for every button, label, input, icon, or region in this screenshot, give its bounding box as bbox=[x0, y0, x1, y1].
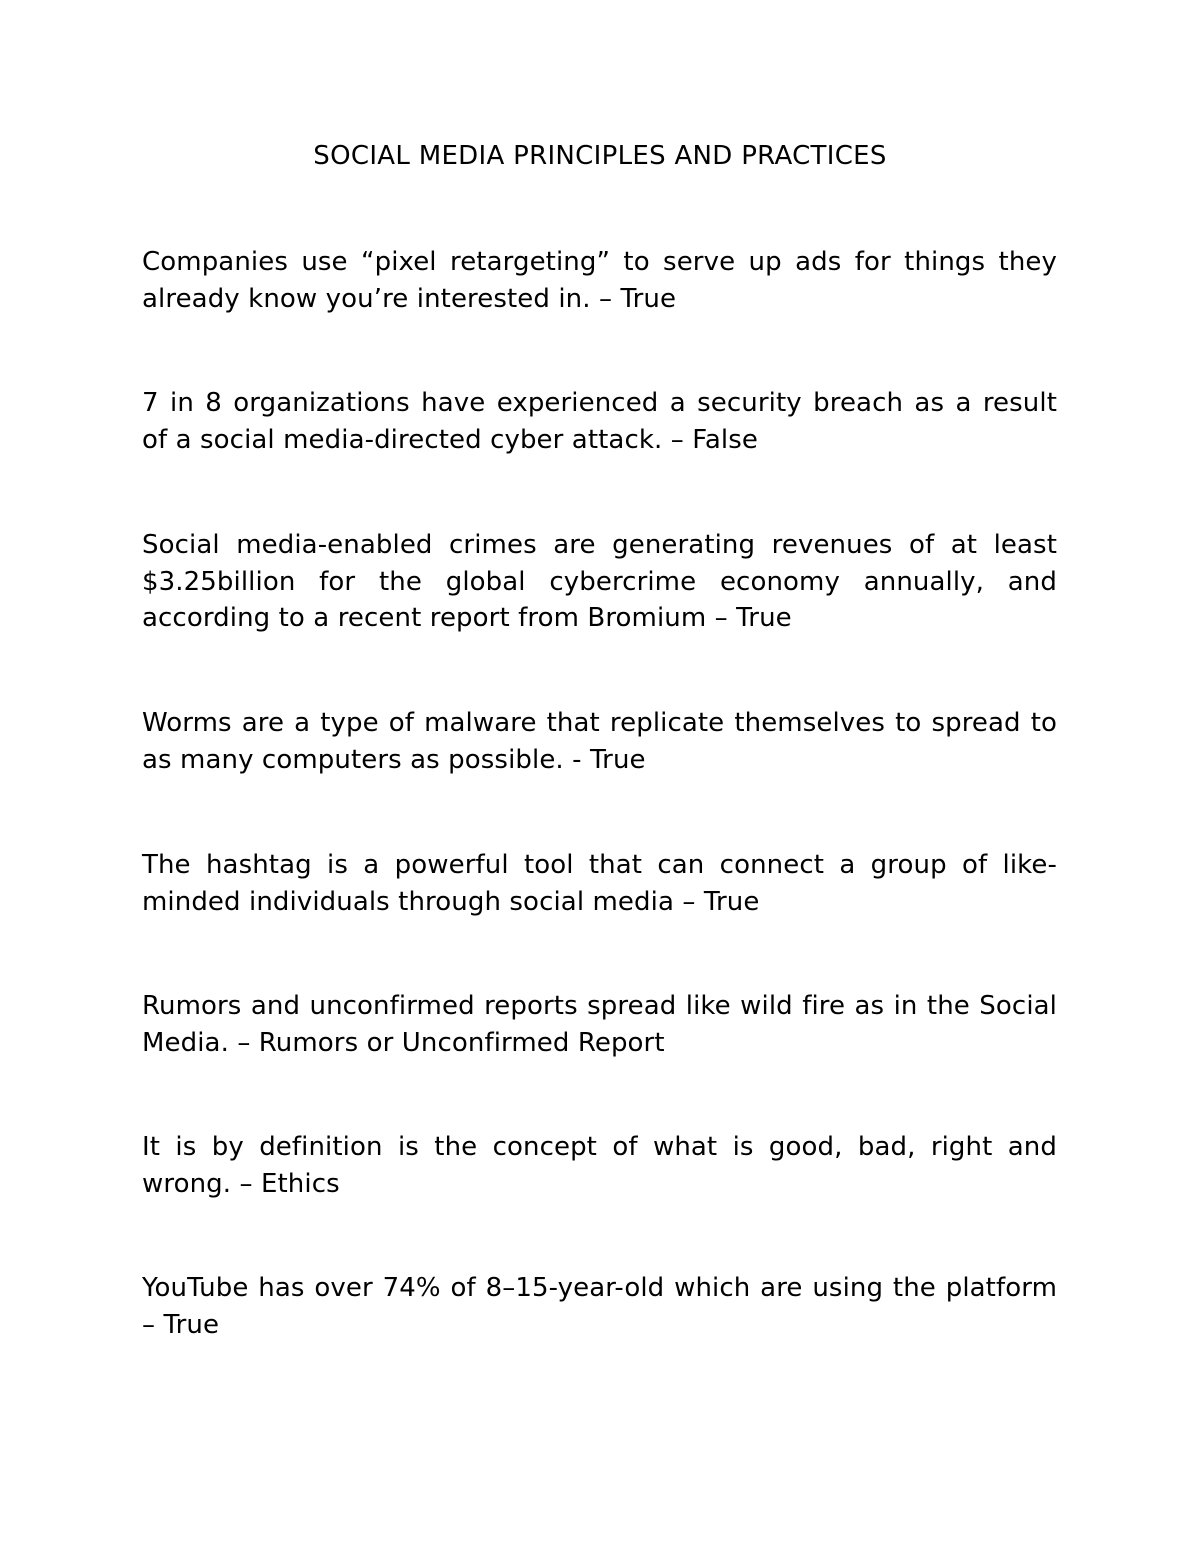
document-title: SOCIAL MEDIA PRINCIPLES AND PRACTICES bbox=[313, 141, 887, 171]
statement-youtube: YouTube has over 74% of 8–15-year-old which are using the platform – True bbox=[142, 1273, 1057, 1340]
statement-pixel-retargeting: Companies use “pixel retargeting” to serve up ads for things they already know you’re interested in. – True bbox=[142, 247, 1057, 314]
statement-hashtag: The hashtag is a powerful tool that can connect a group of like-minded individuals through social media – True bbox=[142, 850, 1057, 917]
statement-rumors: Rumors and unconfirmed reports spread like wild fire as in the Social Media. – Rumors or Unconfirmed Report bbox=[142, 991, 1057, 1058]
statement-ethics: It is by definition is the concept of what is good, bad, right and wrong. – Ethics bbox=[142, 1132, 1057, 1199]
statement-cybercrime-revenue: Social media-enabled crimes are generating revenues of at least $3.25billion for the global cybercrime economy annually, and according to a recent report from Bromium – True bbox=[142, 530, 1057, 633]
statement-security-breach: 7 in 8 organizations have experienced a security breach as a result of a social media-directed cyber attack. – False bbox=[142, 388, 1057, 455]
statement-worms-malware: Worms are a type of malware that replicate themselves to spread to as many computers as possible. - True bbox=[142, 708, 1057, 775]
